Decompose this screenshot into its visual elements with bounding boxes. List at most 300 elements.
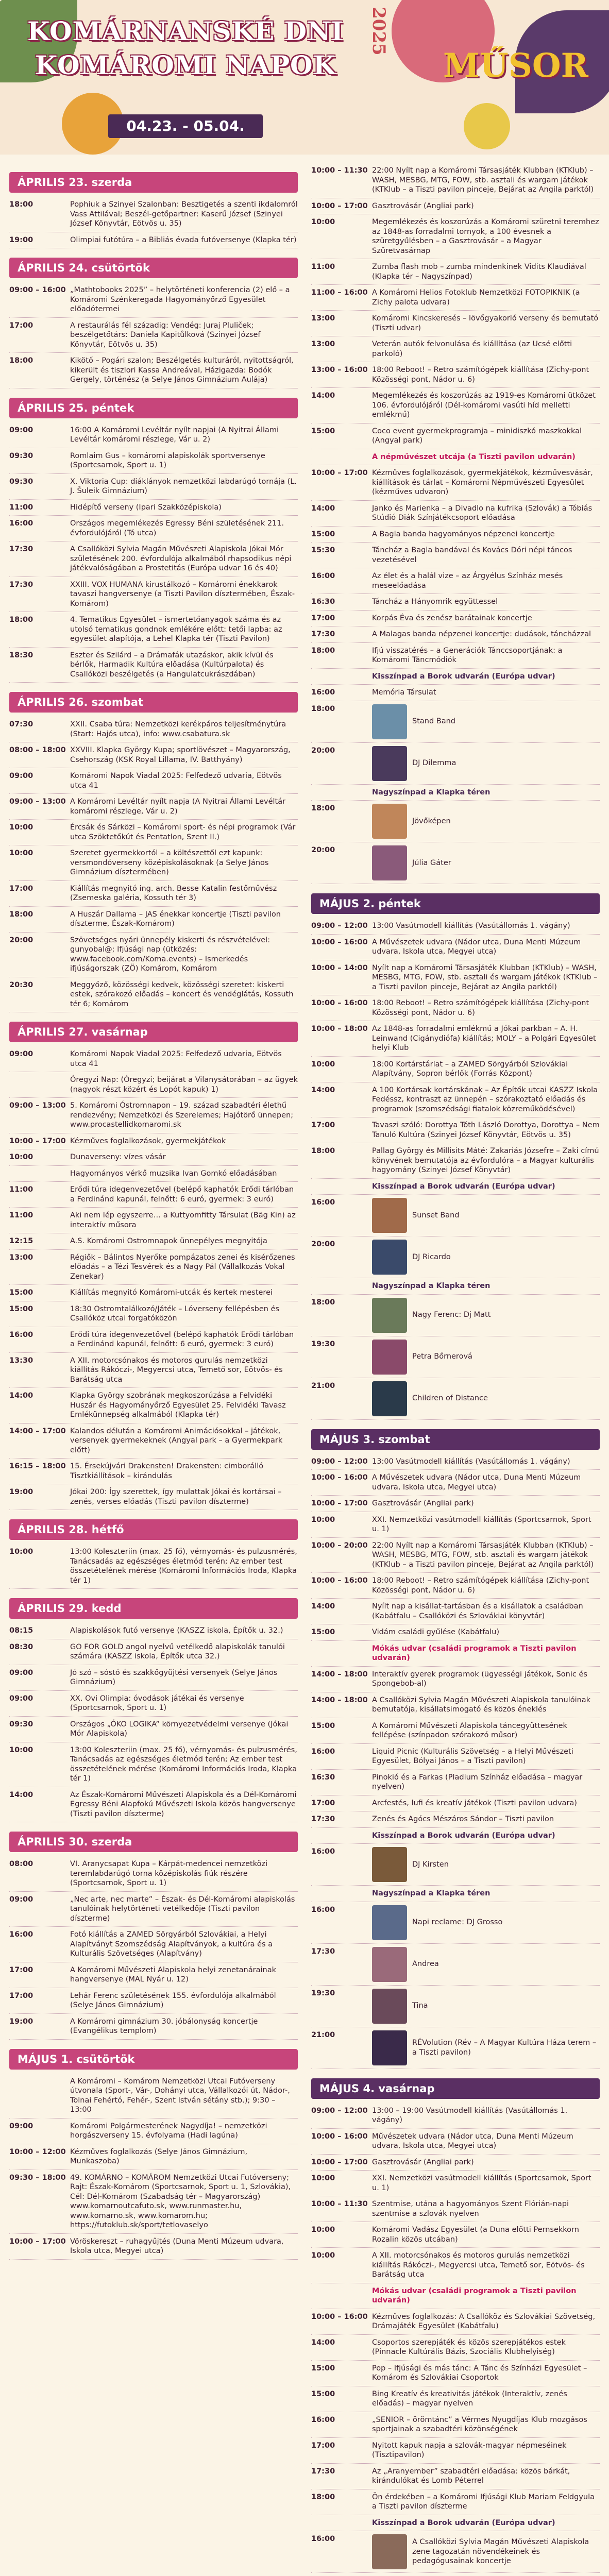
event-time: 13:00 [311,314,335,323]
event-description: Klapka György szobrának megkoszorúzása a Felvidéki Huszár és Hagyományőrző Egyesület 25. Felvidéki Tavasz Emlékünnepség alkalmából (Klapka tér) [70,1392,286,1419]
event-time: 17:00 [9,1965,33,1974]
event-description: Mókás udvar (családi programok a Tiszti pavilon udvarán) [372,1644,577,1662]
event-description: A Komáromi Művészeti Alapiskola helyi zenetanárainak hangversenye (MAL Nyár u. 12) [70,1965,276,1984]
event-description: Kézműves foglalkozás (Selye János Gimnázium, Munkaszoba) [70,2147,248,2165]
event-description: Olimpiai futótúra – a Bibliás évada futóversenye (Klapka tér) [70,235,297,244]
event-description: Hagyományos vérkő muzsika Ivan Gomkó előadásában [70,1169,277,1178]
event-description: A Művészetek udvara (Nádor utca, Duna Menti Múzeum udvara, Iskola utca, Megyei utca) [372,938,581,956]
event-row [311,743,600,785]
event-time: 09:00 – 13:00 [9,1101,66,1110]
event-description: A Komáromi Helios Fotoklub Nemzetközi FOTOPIKNIK (a Zichy palota udvara) [372,289,580,307]
event-row [9,577,298,613]
event-description [372,845,600,880]
event-time: 18:00 [9,357,33,365]
event-description: 13:00 Vasútmodell kiállítás (Vasútállomás 1. vágány) [372,922,570,930]
event-time: 10:00 [311,1060,335,1069]
event-time: 10:00 [311,1515,335,1524]
event-row [9,1892,298,1927]
event-time: 19:00 [9,2017,33,2026]
event-row [311,2438,600,2464]
event-row [311,362,600,388]
event-row [9,2119,298,2144]
event-description: A Huszár Dallama – JAS énekkar koncertje (Tiszti pavilon díszterme, Észak-Komárom) [70,910,281,928]
event-time: 17:30 [311,2467,335,2476]
event-row [311,163,600,198]
event-row [9,1423,298,1459]
event-time: 10:00 [311,2251,335,2260]
event-row [311,960,600,996]
event-row [9,1208,298,1233]
event-time: 16:00 [311,572,335,580]
event-time: 14:00 [311,1086,335,1094]
event-description: Veterán autók felvonulása és kiállítása (az Ucsé előtti parkoló) [372,340,572,358]
event-description: Liquid Picnic (Kulturális Szövetség – a Helyi Művészeti Egyesület, Bólyai János – a Tiszti pavilon) [372,1747,573,1765]
event-time: 10:00 – 17:00 [9,1137,66,1145]
event-time: 10:00 – 16:00 [311,938,368,946]
event-time: 10:00 – 11:30 [311,2200,368,2208]
event-description: Komáromi Kincskeresés – lövőgyakorló verseny és bemutató (Tiszti udvar) [372,314,599,332]
event-time: 07:30 [9,720,33,728]
event-time: 18:00 [9,200,33,209]
event-row [9,1742,298,1787]
event-time: 17:30 [311,1947,335,1956]
performer-photo [372,704,407,739]
venue-heading [311,2515,600,2532]
event-time: 16:00 [9,1930,33,1939]
event-description: Szentmise, utána a hagyományos Szent Flórián-napi szentmise a szlovák nyelven [372,2200,569,2218]
event-row [311,1295,600,1336]
event-row [311,1512,600,1538]
event-description: A Komáromi Levéltár nyílt napja (A Nyitrai Állami Levéltár komáromi részlege, Vár u. 2) [70,798,286,816]
event-time: 10:00 – 17:00 [311,469,368,477]
event-time: 15:00 [311,530,335,538]
event-row [311,594,600,611]
event-time: 17:00 [9,1991,33,2000]
event-row [311,527,600,543]
event-description: Kézműves foglalkozások, gyermekjátékok, kézművesvásár, kiállítások és tárlat – Komáromi Népművészeti Egyesület (kézműves udvaron) [372,469,593,496]
event-row [311,685,600,701]
event-time: 18:00 [311,1298,335,1307]
event-time: 14:00 [9,1392,33,1400]
event-time: 16:00 [311,1848,335,1856]
day-heading: MÁJUS 1. csütörtök [9,2049,298,2070]
event-time: 19:30 [311,1340,335,1348]
event-description: Nyitott kapuk napja a szlovák-magyar népmeséinek (Tisztipavilon) [372,2441,567,2459]
event-time: 09:00 [9,1050,33,1058]
event-row [9,500,298,516]
event-time [9,1075,70,1094]
event-time: 10:00 – 12:00 [9,2147,66,2156]
event-description: Komáromi Polgármesterének Nagydíja! – nemzetközi horgászverseny 15. évfolyama (Hadi lagúna) [70,2122,267,2140]
event-time: 10:00 [311,2226,335,2234]
event-row [311,1902,600,1944]
event-time: 09:00 – 12:00 [311,2106,368,2115]
event-description: Tavaszi szóló: Dorottya Tóth László Dorottya, Dorottya – Nem Tanuló Kultúra (Szinyei József Könyvtár, Eötvös u. 35) [372,1121,600,1139]
venue-heading [311,2283,600,2309]
event-row [9,648,298,683]
event-row [311,995,600,1021]
event-description: A Bagla banda hagyományos népzenei koncertje [372,530,555,538]
event-description: A restaurálás fél századig: Vendég: Juraj Pluliček; beszélgetőtárs: Daniela Kapitůlková (Szinyei József Könyvtár, Eötvös u. 35) [70,321,261,349]
event-description: 13:00 Koleszteriin (max. 25 fő), vérnyomás- és pulzusmérés, Tanácsadás az egészséges életmód terén; Az ember test összetételének mérése (Komáromi Információs Iroda, Klapka tér 1) [70,1548,297,1585]
event-time: 16:30 [311,598,335,606]
performer-name: RÉVolution (Rév – A Magyar Kultúra Háza terem – a Tiszti pavilon) [412,2039,597,2057]
event-row [9,1856,298,1892]
event-row [311,543,600,568]
event-time: 09:00 – 12:00 [311,922,368,930]
event-time [311,2286,372,2306]
event-description: Hidépítő verseny (Ipari Szakközépiskola) [70,503,222,512]
event-row [9,1353,298,1388]
event-row [311,2573,600,2576]
event-description: Gasztrovásár (Angliai park) [372,2158,474,2166]
event-row [311,1021,600,1057]
event-row [311,388,600,423]
event-row [311,1944,600,1986]
event-description: Nyílt nap a kisállat-tartásban és a kisállatok a családban (Kabátfalu – Csallóközi és Szlovákiai könyvtár) [372,1602,583,1620]
event-description: Zumba flash mob – zumba mindenkinek Vidits Klaudiával (Klapka tér – Nagyszínpad) [372,263,586,281]
event-row [311,626,600,643]
event-time: 11:00 [9,1211,33,1219]
performer-name: Petra Bőrnerová [412,1352,472,1361]
performer-photo [372,1198,407,1233]
event-row [9,881,298,907]
event-time: 14:00 [9,1790,33,1799]
page-title [21,14,350,82]
event-description: Jó szó – sóstó és szakkőgyüjtési versenyek (Selye János Gimnázium) [70,1668,278,1686]
event-description: Aki nem lép egyszerre… a Kuttyomfitty Társulat (Bäg Kin) az interaktív műsora [70,1211,296,1229]
event-description: 18:30 Ostromtalálkozó/Játék – Lóverseny fellépésben és Csallóköz utcai forgatóközön [70,1304,280,1323]
event-time [9,2077,70,2115]
event-description: XX. Ovi Olimpia: óvodások játékai és versenye (Sportcsarnok, Sport u. 1) [70,1694,244,1712]
event-description: Komáromi Napok Viadal 2025: Felfedező udvaria, Eötvös utca 41 [70,772,282,790]
performer-name: A Csallóközi Sylvia Magán Művészeti Alapiskola zene tagozatán növendékeinek és pedagógusainak koncertje [412,2538,589,2566]
event-row [311,1082,600,1118]
event-row [311,198,600,215]
performer-name: Jövőképen [412,817,451,825]
event-description: 22:00 Nyílt nap a Komáromi Társasjáték Klubban (KTKlub) – WASH, MESBG, MTG, FOW, stb. asztali és wargam játékok (KTKlub – a Tiszti pavilon pinceje, Bejárat az Angila parktól) [372,1541,594,1569]
day-heading: ÁPRILIS 24. csütörtök [9,258,298,278]
event-description: Kiállítás megnyitó ing. arch. Besse Katalin festőművész (Zsemeska galéria, Kossuth tér 3) [70,884,277,902]
event-time: 16:00 [311,1905,335,1914]
event-description: Interaktív gyerek programok (ügyességi játékok, Sonic és Spongebob-al) [372,1670,587,1688]
event-description: Kisszínpad a Borok udvarán (Európa udvar) [372,1831,555,1840]
performer-photo [372,804,407,839]
event-row [311,2386,600,2412]
event-row [9,1639,298,1665]
performer-photo [372,845,407,880]
venue-heading [311,1641,600,1667]
event-description: Ifjú visszatérés – a Generációk Tánccsoportjának: a Komáromi Táncmódiók [372,646,563,664]
event-row [311,1378,600,1420]
event-time: 15:00 [311,1628,335,1636]
event-description: Dunaverseny: vízes vásár [70,1153,166,1161]
event-description: 18:00 Reboot! – Retro számítógépek kiállítása (Zichy-pont Közösségi pont, Nádor u. 6) [372,1577,589,1595]
event-row [311,259,600,285]
day-heading: MÁJUS 2. péntek [311,893,600,914]
event-row [311,2196,600,2222]
event-time: 11:00 – 16:00 [311,289,368,297]
event-description: Gasztrovásár (Angliai park) [372,201,474,210]
event-description: Kikötő – Pogári szalon; Beszélgetés kulturáról, nyitottságról, kikerült és tiszlori Kassa Andreával, Házigazda: Bodók Gergely, történész (a Selye János Gimnázium Aulája) [70,357,294,384]
event-time: 16:00 [9,1330,33,1339]
day-heading: MÁJUS 3. szombat [311,1429,600,1450]
event-description: A népművészet utcája (a Tiszti pavilon udvarán) [372,452,576,461]
event-description [372,1298,600,1333]
event-row [311,801,600,842]
event-time: 15:30 [311,546,335,554]
event-description: Régiők – Bálintos Nyerőke pompázatos zenei és kisérőzenes előadás – a Tézi Tesvérek és a Nagy Pál (Vállalkozás Vokal Zenekar) [70,1253,295,1281]
event-time: 20:00 [311,846,335,854]
performer-photo [372,1989,407,2024]
event-time: 08:15 [9,1626,33,1635]
event-description: Az 1848-as forradalmi emlékmű a Jókai parkban – A. H. Leinwand (Cigánydiófa) kiállítás; MOLY – a Polgári Egyesület helyi Klub [372,1025,596,1052]
event-time [311,1182,372,1192]
event-row [9,1787,298,1823]
event-description: Komáromi Vadász Egyesület (a Duna előtti Pernsekkorn Rozalin közös utcában) [372,2226,579,2244]
right-column [311,163,600,2576]
event-time [311,788,372,798]
venue-heading [311,1179,600,1195]
event-description: Kisszínpad a Borok udvarán (Európa udvar) [372,672,555,681]
event-row [311,1057,600,1082]
event-description: Kisszínpad a Borok udvarán (Európa udvar) [372,2518,555,2527]
event-row [311,2361,600,2386]
event-time: 09:30 – 18:00 [9,2173,66,2182]
event-description: Országos megemlékezés Egressy Béni születésének 211. évfordulójáról (Tó utca) [70,519,284,537]
left-column [9,163,298,2260]
event-time: 10:00 [9,823,33,832]
program-label: MŰSOR [443,46,588,85]
event-row [9,1459,298,1484]
event-row [9,820,298,845]
event-time: 10:00 – 11:30 [311,166,368,175]
event-time: 16:00 [311,1198,335,1207]
event-row [9,1988,298,2014]
event-description: Csoportos szerepjáték és közös szerepjátékos estek (Pinnacle Kultúrális Bázis, Szociális Klubhelyiség) [372,2338,566,2356]
event-description: Ércsák és Sárközi – Komáromi sport- és népi programok (Vár utca Szöktetőkút és Pentatlon, Szent II.) [70,823,296,841]
performer-name: Tina [412,2002,428,2010]
event-description [372,746,600,781]
event-description [372,1947,600,1982]
event-description: 18:00 Kortárstárlat – a ZAMED Sörgyárból Szlovákiai Alapítvány, Sopron bérlők (Forrás Központ) [372,1060,568,1078]
event-time: 18:30 [9,651,33,659]
event-description [372,804,600,839]
event-time: 08:00 – 18:00 [9,746,66,754]
event-row [9,907,298,933]
date-range-badge: 04.23. - 05.04. [108,114,263,138]
event-row [9,353,298,388]
event-description: GO FOR GOLD angol nyelvű vetélkedő alapiskolák tanulói számára (KASZZ iskola, Építők utca 32.) [70,1642,285,1660]
event-row [9,2074,298,2119]
event-row [9,197,298,232]
event-time: 20:00 [9,936,33,944]
event-row [9,1388,298,1423]
event-row [311,611,600,627]
event-row [9,516,298,541]
event-row [9,1072,298,1098]
event-row [9,1484,298,1510]
event-description: A Művészetek udvara (Nádor utca, Duna Menti Múzeum udvara, Iskola utca, Megyei utca) [372,1473,581,1492]
event-row [9,1133,298,1150]
event-time: 17:30 [9,580,33,589]
venue-heading [311,785,600,801]
event-description: Óregyzi Nap: (Óregyzi; beijárat a Vilanysátorában – az ügyek (nagyok részt közért és Lopót kapuk) 1) [70,1076,298,1094]
event-description: „Nec arte, nec marte” – Észak- és Dél-Komáromi alapiskolás tanulóinak helytörténeti vetélkedője (Tiszti pavilon díszterme) [70,1895,295,1923]
venue-heading [311,1886,600,1902]
event-time: 14:00 – 17:00 [9,1427,66,1435]
event-row [311,2248,600,2283]
event-time: 18:00 [311,804,335,812]
event-time: 15:00 [9,1289,33,1297]
event-time: 11:00 [311,263,335,271]
event-row [9,977,298,1013]
event-time: 08:00 [9,1860,33,1868]
event-description: A XII. motorcsónakos és motoros gurulás nemzetközi kiállítás Rákóczi-, Megyercsi utca, Temető sor, Eötvös- és Barátság utca [372,2251,585,2279]
event-time: 09:00 – 13:00 [9,798,66,806]
event-row [9,1166,298,1182]
event-row [9,1250,298,1285]
performer-photo [372,1240,407,1275]
event-time: 18:00 [9,616,33,624]
event-time: 10:00 – 16:00 [311,2132,368,2141]
event-description: 13:00 Koleszteriin (max. 25 fő), vérnyomás- és pulzusmérés, Tanácsadás az egészséges életmód terén; Az ember test összetételének mérése (Komáromi Információs Iroda, Klapka tér 1) [70,1745,297,1783]
performer-photo [372,2030,407,2065]
event-time: 16:00 [311,2535,335,2543]
event-row [311,501,600,527]
event-row [311,1744,600,1770]
event-time: 14:00 [311,1602,335,1611]
event-time: 10:00 [9,849,33,857]
event-description: 5. Komáromi Óstromnapon – 19. század szabadtéri élethű rendezvény; Nemzetközi és Szerelemes; Hajótörő ünnepen; www.procastellidkomaromi.sk [70,1101,294,1129]
day-heading: ÁPRILIS 28. hétfő [9,1519,298,1540]
event-row [311,1538,600,1573]
event-description: Erődi túra idegenvezetővel (belépő kaphatók Erődi tárlóban a Ferdinánd kapunál, felnőtt: 6 euró, gyermek: 3 euró) [70,1330,294,1348]
event-row [9,1285,298,1301]
event-description [372,2030,600,2065]
venue-heading [311,1828,600,1844]
event-description: Komáromi Napok Viadal 2025: Felfedező udvaria, Eötvös utca 41 [70,1050,282,1068]
event-row [9,1962,298,1988]
event-row [9,1149,298,1166]
event-description [372,1198,600,1233]
performer-photo [372,1847,407,1882]
performer-photo [372,1947,407,1982]
event-description: 13:00 – 19:00 Vasútmodell kiállítás (Vasútállomás 1. vágány) [372,2106,568,2124]
event-row [311,2103,600,2129]
event-description: Az „Aranyember” szabadtéri előadása: közös bárkát, kirándulókat és Lomb Péterrel [372,2467,570,2485]
event-description: 4. Tematikus Egyesület – ismertetőanyagok száma és az utolsó tematikus gondnok emlékére előtt: tetői lapba: az egyesület alapítója, a Lehel Klapka tér (Tiszti Pavilon) [70,616,282,643]
event-row [9,1182,298,1208]
event-row [311,2129,600,2155]
event-description: 18:00 Reboot! – Retro számítógépek kiállítása (Zichy-pont Közösségi pont, Nádor u. 6) [372,999,589,1017]
event-time: 19:30 [311,1989,335,1997]
event-row [9,448,298,474]
performer-photo [372,1381,407,1416]
event-time: 15:00 [311,2364,335,2372]
event-row [9,318,298,353]
event-time: 17:00 [9,321,33,330]
event-description: Meggyőző, közösségi kedvek, közösségi szeretet: kiskerti estek, szórakozó előadás – koncert és vendéglátás, Kossuth tér 6; Komárom [70,980,294,1008]
event-row [311,285,600,311]
event-row [311,2155,600,2171]
event-description: Nyílt nap a Komáromi Társasjáték Klubban (KTKlub) – WASH, MESBG, MTG, FOW, stb. asztali és wargam játékok (KTKlub – a Tiszti pavilon pinceje, Bejárat az Angila parktól) [372,963,598,991]
event-description: Lehár Ferenc születésének 155. évfordulója alkalmából (Selye János Gimnázium) [70,1991,276,2009]
event-description: Nagyszínpad a Klapka téren [372,1889,490,1897]
event-row [9,422,298,448]
event-row [9,768,298,794]
event-row [9,2170,298,2234]
event-description: „Mathtobooks 2025” – helytörténeti konferencia (2) elő – a Komáromi Szénkeregada Hagyományőrző Egyesület előadótermei [70,286,290,313]
event-time: 14:00 [311,2338,335,2347]
event-time: 13:30 [9,1356,33,1365]
event-description: Megemlékezés és koszorúzás az 1919-es Komáromi ütközet 106. évfordulójáról (Dél-komáromi vasúti híd melletti emlékmű) [372,392,596,419]
event-description: 49. KOMÁRNO – KOMÁROM Nemzetközi Utcai Futóverseny; Rajt: Észak-Komárom (Sportcsarnok, Sport u. 1, Szlovákia), Cél: Dél-Komárom (Szabadság tér – Magyarország) www.komarnoutcafuto.sk, www.runmaster.hu, www.komarno.sk, www.komarom.hu; https://futoklub.sk/sport/tetlovaselyo [70,2173,291,2229]
event-description: XXIII. VOX HUMANA kirustálkozó – Komáromi énekkarok tavaszi hangversenye (a Tiszti Pavilon dísztermében, Észak-Komárom) [70,580,295,608]
event-row [311,2335,600,2361]
day-heading: ÁPRILIS 27. vasárnap [9,1022,298,1042]
event-description [372,1240,600,1275]
event-row [311,2412,600,2438]
event-description: Coco event gyermekprogramja – minidiszkó maszkokkal (Angyal park) [372,427,582,445]
event-description: Memória Társulat [372,688,436,697]
event-row [311,1811,600,1828]
event-time: 10:00 – 17:00 [311,2158,368,2166]
event-description: Vidám családi gyűlése (Kabátfalu) [372,1628,500,1636]
program-columns [0,155,609,2576]
performer-name: Júlia Gáter [412,858,451,867]
event-row [311,336,600,362]
event-row [9,742,298,768]
event-time: 10:00 – 16:00 [311,999,368,1007]
event-time: 16:00 [9,519,33,528]
event-row [9,1623,298,1639]
event-row [311,311,600,336]
event-description: Erődi túra idegenvezetővel (belépő kaphatók Erődi tárlóban a Ferdinánd kapunál, felnőtt: 6 euró, gyermek: 3 euró) [70,1185,294,1204]
event-time: 10:00 – 16:00 [311,1473,368,1482]
event-time: 13:00 – 16:00 [311,366,368,374]
event-time: 15:00 [311,1721,335,1730]
event-description: A XII. motorcsónakos és motoros gurulás nemzetközi kiállítás Rákóczi-, Megyercsi utca, Temető sor, Eötvös- és Barátság utca [70,1356,283,1384]
event-row [311,1143,600,1179]
performer-name: Napi reclame: DJ Grosso [412,1918,503,1927]
event-time: 14:00 – 18:00 [311,1696,368,1704]
event-row [311,842,600,884]
day-heading: ÁPRILIS 30. szerda [9,1832,298,1852]
event-description: Szövetséges nyári ünnepély kiskerti és részvételével: gunyobal@; Ifjúsági nap (ütközés: www.facebook.com/Koma.events) – Ismerkedés ifjúságorszak (ZÖ) Komárom, Komárom [70,936,270,973]
day-heading: MÁJUS 4. vasárnap [311,2078,600,2099]
event-row [9,717,298,742]
event-time: 15:00 [311,427,335,435]
event-description: A Csallóközi Sylvia Magán Művészeti Alapiskola Jókai Mór születésének 200. évfordulója alkalmából rhapsodikus népi játékvalóságában a Prostetitás (Európa udvar 16 és 40) [70,545,292,572]
event-row [311,1667,600,1692]
event-description: Vöröskereszt – ruhagyűjtés (Duna Menti Múzeum udvara, Iskola utca, Megyei utca) [70,2237,284,2255]
event-description: 16:00 A Komáromi Levéltár nyílt napjai (A Nyitrai Állami Levéltár komáromi részlege, Vár u. 2) [70,426,279,444]
performer-photo [372,1340,407,1375]
event-time: 09:30 [9,1720,33,1728]
event-time: 13:00 [9,1253,33,1262]
event-time [311,672,372,682]
event-description: A Csallóközi Sylvia Magán Művészeti Alapiskola tanulóinak bemutatója, kisállatsimogató és közös éneklés [372,1696,591,1714]
event-row [311,1336,600,1378]
event-time: 09:30 [9,451,33,460]
event-time: 17:00 [311,614,335,622]
event-row [9,612,298,648]
event-description: 22:00 Nyílt nap a Komáromi Társasjáték Klubban (KTKlub) – WASH, MESBG, MTG, FOW, stb. asztali és wargam játékok (KTKlub – a Tiszti pavilon pinceje, Bejárat az Angila parktól) [372,166,594,194]
event-row [9,1665,298,1691]
venue-heading [311,669,600,685]
event-row [9,1544,298,1589]
